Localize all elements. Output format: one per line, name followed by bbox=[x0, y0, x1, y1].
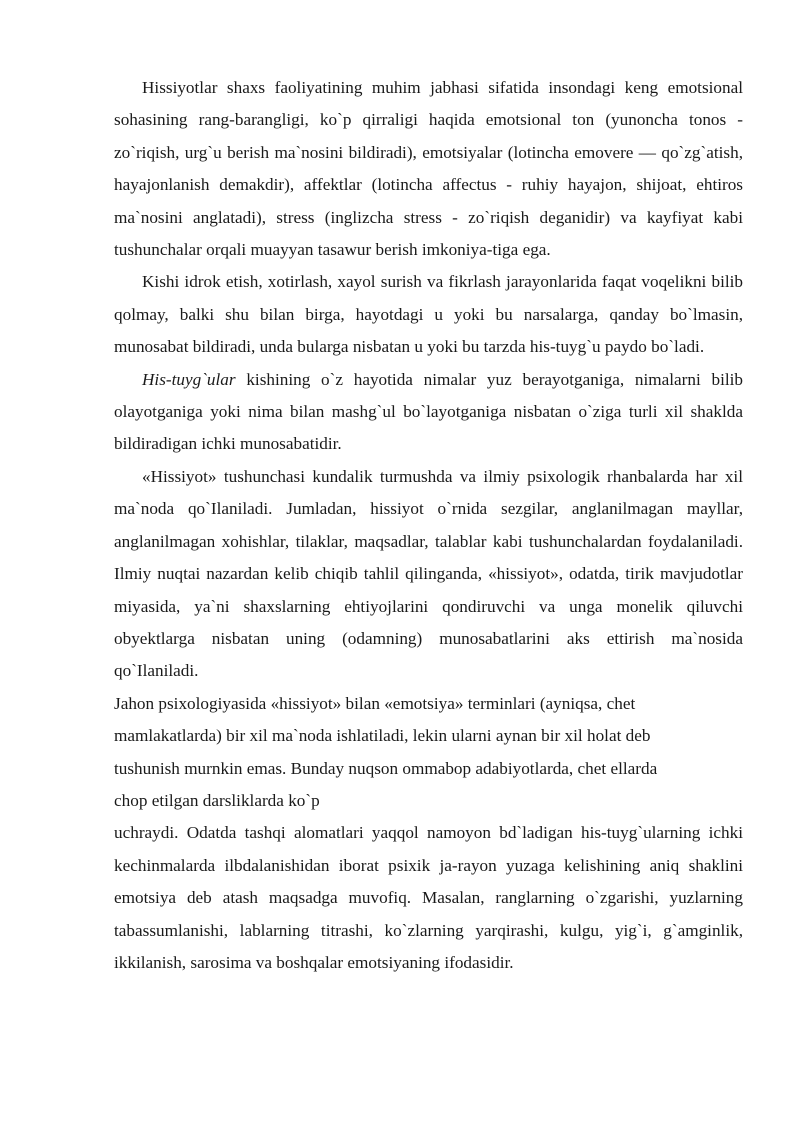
paragraph-2: Kishi idrok etish, xotirlash, xayol surish va fikrlash jarayonlarida faqat voqelikni bilib qolmay, balki shu bilan birga, hayotdagi u yoki bu narsalarga, qanday bo`lmasin, munosabat bildiradi, unda bularga nisbatan u yoki bu tarzda his-tuyg`u paydo bo`ladi. bbox=[114, 272, 743, 357]
paragraph-3-body: kishining o`z hayotida nimalar yuz berayotganiga, nimalarni bilib olayotganiga yoki nima bilan mashg`ul bo`layotganiga nisbatan o`ziga turli xil shaklda bildiradigan ichki munosabatidir. bbox=[114, 369, 743, 454]
paragraph-4: «Hissiyot» tushunchasi kundalik turmushda va ilmiy psixologik rhanbalarda har xil ma`noda qo`Ilaniladi. Jumladan, hissiyot o`rnida sezgilar, anglanilmagan mayllar, anglanilmagan xohishlar, tilaklar, maqsadlar, talablar kabi tushunchalardan foydalaniladi. Ilmiy nuqtai nazardan kelib chiqib tahlil qilinganda, «hissiyot», odatda, tirik mavjudotlar miyasida, ya`ni shaxslarning ehtiyojlarini qondiruvchi va unga monelik qiluvchi obyektlarga nisbatan uning (odamning) munosabatlarini aks ettirish ma`nosida qo`Ilaniladi. bbox=[114, 466, 743, 681]
paragraph-5-line: tushunish murnkin emas. Bunday nuqson ommabop adabiyotlarda, chet ellarda bbox=[114, 758, 658, 778]
paragraph-3 bbox=[114, 364, 743, 461]
paragraph-1: Hissiyotlar shaxs faoliyatining muhim jabhasi sifatida insondagi keng emotsional sohasining rang-barangligi, ko`p qirraligi haqida emotsional ton (yunoncha tonos - zo`riqish, urg`u berish ma`nosini bildiradi), emotsiyalar (lotincha emovere — qo`zg`atish, hayajonlanish demakdir), affektlar (lotincha affectus - ruhiy hayajon, shijoat, ehtiros ma`nosini anglatadi), stress (inglizcha stress - zo`riqish deganidir) va kayfiyat kabi tushunchalar orqali muayyan tasawur berish imkoniya-tiga ega. bbox=[114, 78, 743, 260]
italic-term: His-tuyg`ular bbox=[142, 369, 236, 389]
paragraph-5-line: mamlakatlarda) bir xil ma`noda ishlatiladi, lekin ularni aynan bir xil holat deb bbox=[114, 726, 651, 746]
paragraph-6: uchraydi. Odatda tashqi alomatlari yaqqol namoyon bd`ladigan his-tuyg`ularning ichki kechinmalarda ilbdalanishidan iborat psixik ja-rayon yuzaga kelishining aniq shaklini emotsiya deb atash maqsadga muvofiq. Masalan, ranglarning o`zgarishi, yuzlarning tabassumlanishi, lablarning titrashi, ko`zlarning yarqirashi, kulgu, yig`i, g`amginlik, ikkilanish, sarosima va boshqalar emotsiyaning ifodasidir. bbox=[114, 823, 743, 972]
document-page bbox=[114, 72, 743, 979]
paragraph-5-line: chop etilgan darsliklarda ko`p bbox=[114, 790, 320, 810]
paragraph-5-line: Jahon psixologiyasida «hissiyot» bilan «emotsiya» terminlari (ayniqsa, chet bbox=[114, 693, 636, 713]
paragraph-5 bbox=[114, 688, 743, 818]
